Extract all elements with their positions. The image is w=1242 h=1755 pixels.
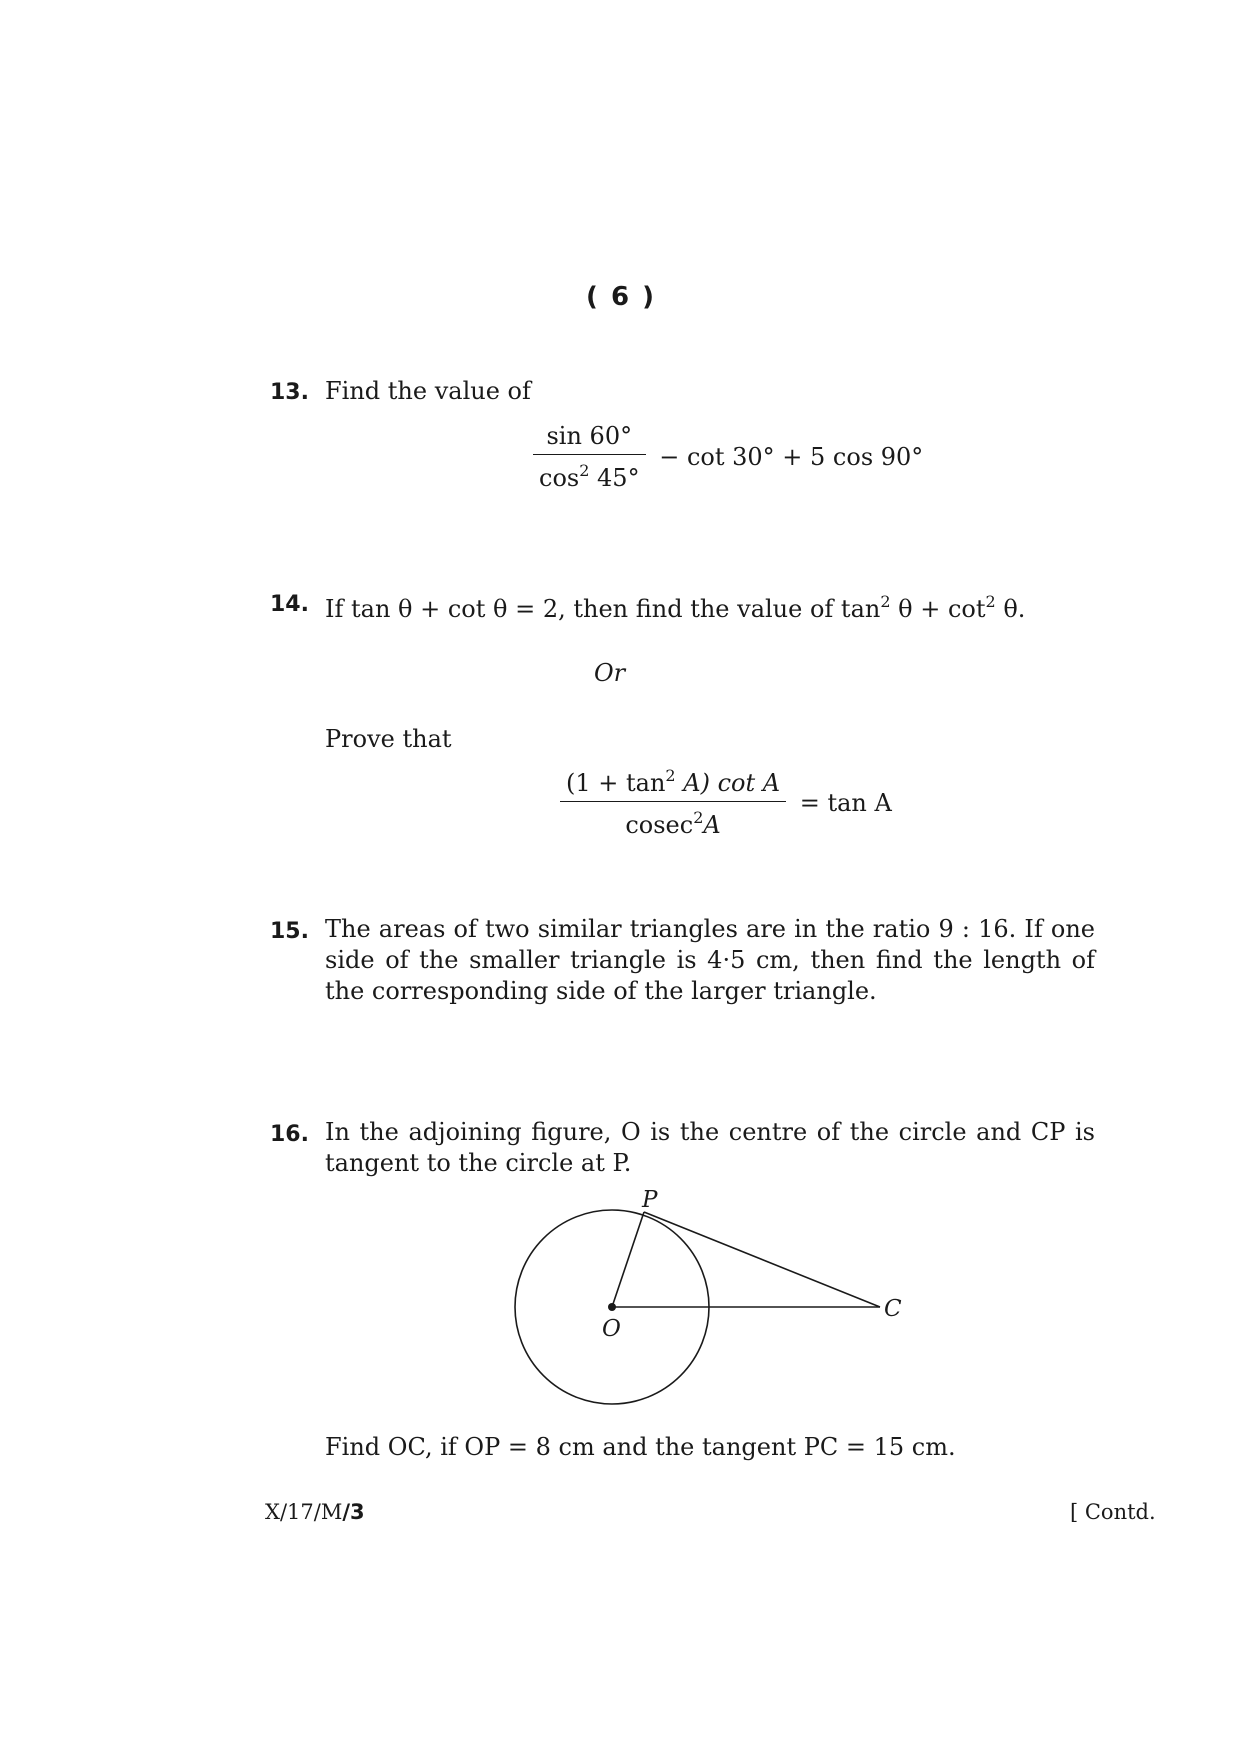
q13-fraction-numerator: sin 60°: [533, 422, 646, 455]
q15-line-1: The areas of two similar triangles are in the ratio 9 : 16. If one: [325, 915, 1095, 943]
q14-identity: [560, 766, 892, 839]
label-p: P: [642, 1187, 658, 1213]
q14-fraction: [560, 766, 786, 839]
q13-den-angle: 45°: [589, 464, 640, 492]
q14-num-b: A) cot A: [675, 769, 781, 797]
paper-code-a: X/17/M: [265, 1500, 343, 1524]
continued-marker: [ Contd.: [1070, 1500, 1156, 1524]
q13-fraction: [533, 422, 646, 492]
q13-den-exponent: 2: [579, 461, 590, 480]
question-13-expression: [533, 422, 923, 492]
q14-exponent-1: 2: [880, 592, 891, 611]
paper-code: [265, 1500, 365, 1524]
q14-text-b: θ + cot: [890, 595, 986, 623]
q15-line-2: side of the smaller triangle is 4·5 cm, then find the length of: [325, 946, 1095, 974]
question-14-text: [325, 586, 1025, 625]
q14-fraction-denominator: [560, 802, 786, 839]
question-16-number: 16.: [270, 1122, 309, 1147]
q14-text-c: θ.: [995, 595, 1026, 623]
q14-or-text: Or: [594, 659, 626, 687]
q13-den-cos: cos: [539, 464, 580, 492]
q14-den-cosec: cosec: [625, 811, 694, 839]
q16-line-2: tangent to the circle at P.: [325, 1149, 632, 1177]
q14-den-exponent: 2: [693, 808, 704, 827]
q14-exponent-2: 2: [985, 592, 996, 611]
radius-op: [612, 1212, 644, 1307]
q14-fraction-numerator: [560, 766, 786, 802]
question-15-text: [325, 914, 1095, 1007]
q14-or: [594, 658, 625, 689]
question-13-number: 13.: [270, 380, 309, 405]
q16-circle-figure: [500, 1185, 920, 1415]
tangent-pc: [644, 1212, 880, 1307]
q14-text-a: If tan θ + cot θ = 2, then find the value of tan: [325, 595, 881, 623]
question-14-number: 14.: [270, 592, 309, 617]
q15-line-3: the corresponding side of the larger triangle.: [325, 977, 877, 1005]
q14-num-a: (1 + tan: [566, 769, 666, 797]
q16-line-1: In the adjoining figure, O is the centre of the circle and CP is: [325, 1118, 1095, 1146]
q13-rest: − cot 30° + 5 cos 90°: [659, 443, 924, 471]
question-16-text: [325, 1117, 1095, 1179]
label-c: C: [884, 1296, 902, 1322]
q14-num-exponent: 2: [665, 766, 676, 785]
question-13-text: Find the value of: [325, 377, 531, 405]
q14-rhs: = tan A: [799, 788, 892, 817]
label-o: O: [602, 1316, 621, 1342]
centre-dot: [608, 1303, 616, 1311]
q13-fraction-denominator: [533, 455, 646, 492]
page-number: ( 6 ): [586, 282, 656, 312]
q14-den-a: A: [703, 811, 721, 839]
paper-code-b: /3: [342, 1500, 365, 1524]
q14-prove-that: Prove that: [325, 725, 452, 753]
question-15-number: 15.: [270, 919, 309, 944]
q16-find-text: Find OC, if OP = 8 cm and the tangent PC = 15 cm.: [325, 1433, 956, 1461]
